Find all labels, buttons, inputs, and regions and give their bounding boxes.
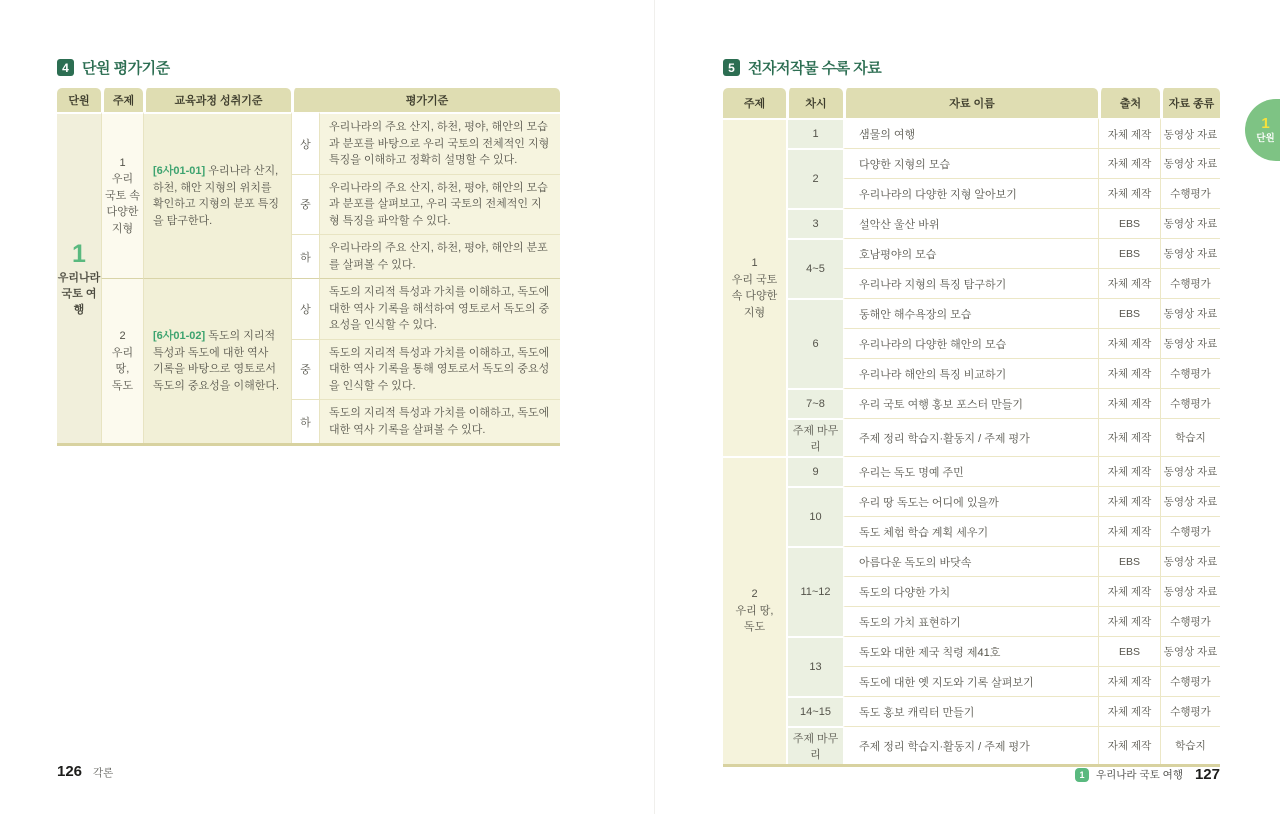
source-cell: 자체 제작 [1098, 388, 1160, 418]
column-header-topic: 주제 [101, 88, 143, 112]
standard-code: [6사01-02] [153, 330, 206, 342]
page-number: 126 [57, 763, 83, 780]
type-cell: 동영상 자료 [1160, 328, 1220, 358]
type-cell: 동영상 자료 [1160, 238, 1220, 268]
resource-name-cell: 독도에 대한 옛 지도와 기록 살펴보기 [843, 666, 1098, 696]
right-page-footer [1075, 766, 1220, 783]
resources-table [723, 88, 1220, 767]
footer-unit-label: 우리나라 국토 여행 [1095, 769, 1183, 781]
type-cell: 동영상 자료 [1160, 486, 1220, 516]
resource-name-cell: 주제 정리 학습지·활동지 / 주제 평가 [843, 418, 1098, 456]
unit-name: 우리나라 국토 여행 [57, 271, 101, 316]
session-cell: 2 [786, 148, 843, 208]
criteria-cell: 우리나라의 주요 산지, 하천, 평야, 해안의 분포를 살펴볼 수 있다. [319, 234, 560, 278]
type-cell: 수행평가 [1160, 358, 1220, 388]
topic-cell: 2 우리 땅, 독도 [101, 278, 143, 443]
session-cell: 14~15 [786, 696, 843, 726]
session-cell: 6 [786, 298, 843, 388]
level-cell: 상 [291, 112, 319, 174]
resource-name-cell: 독도와 대한 제국 칙령 제41호 [843, 636, 1098, 666]
level-cell: 하 [291, 399, 319, 443]
resource-name-cell: 주제 정리 학습지·활동지 / 주제 평가 [843, 726, 1098, 764]
unit-number-badge: 1 [1075, 768, 1089, 782]
section-number-badge: 5 [723, 59, 740, 76]
source-cell: EBS [1098, 636, 1160, 666]
source-cell: 자체 제작 [1098, 328, 1160, 358]
column-header-criteria: 평가기준 [291, 88, 560, 112]
evaluation-criteria-table [57, 88, 560, 446]
resource-name-cell: 호남평야의 모습 [843, 238, 1098, 268]
standard-code: [6사01-01] [153, 165, 206, 177]
criteria-cell: 독도의 지리적 특성과 가치를 이해하고, 독도에 대한 역사 기록을 해석하여 영토로서 독도의 중요성을 인식할 수 있다. [319, 278, 560, 339]
left-section-head [57, 57, 170, 78]
standard-cell: [6사01-02] 독도의 지리적 특성과 독도에 대한 역사 기록을 바탕으로 영토로서 독도의 중요성을 이해한다. [143, 278, 291, 443]
source-cell: 자체 제작 [1098, 486, 1160, 516]
session-cell: 3 [786, 208, 843, 238]
resource-name-cell: 우리나라 해안의 특징 비교하기 [843, 358, 1098, 388]
resource-name-cell: 독도의 다양한 가치 [843, 576, 1098, 606]
resource-name-cell: 독도의 가치 표현하기 [843, 606, 1098, 636]
source-cell: 자체 제작 [1098, 696, 1160, 726]
source-cell: EBS [1098, 208, 1160, 238]
type-cell: 동영상 자료 [1160, 148, 1220, 178]
column-header-source: 출처 [1098, 88, 1160, 118]
source-cell: 자체 제작 [1098, 178, 1160, 208]
column-header-topic: 주제 [723, 88, 786, 118]
criteria-cell: 우리나라의 주요 산지, 하천, 평야, 해안의 모습과 분포를 살펴보고, 우리 국토의 전체적인 지형 특징을 파악할 수 있다. [319, 174, 560, 235]
source-cell: EBS [1098, 298, 1160, 328]
type-cell: 동영상 자료 [1160, 298, 1220, 328]
level-cell: 중 [291, 174, 319, 235]
right-section-head [723, 57, 881, 78]
topic-cell: 2 우리 땅, 독도 [723, 456, 786, 764]
column-header-session: 차시 [786, 88, 843, 118]
unit-cell [57, 112, 101, 443]
session-cell: 4~5 [786, 238, 843, 298]
column-header-type: 자료 종류 [1160, 88, 1220, 118]
session-cell: 주제 마무리 [786, 418, 843, 456]
type-cell: 동영상 자료 [1160, 576, 1220, 606]
source-cell: EBS [1098, 546, 1160, 576]
type-cell: 수행평가 [1160, 178, 1220, 208]
resource-name-cell: 우리는 독도 명예 주민 [843, 456, 1098, 486]
type-cell: 학습지 [1160, 418, 1220, 456]
type-cell: 동영상 자료 [1160, 546, 1220, 576]
session-cell: 9 [786, 456, 843, 486]
resource-name-cell: 우리 국토 여행 홍보 포스터 만들기 [843, 388, 1098, 418]
source-cell: 자체 제작 [1098, 606, 1160, 636]
session-cell: 10 [786, 486, 843, 546]
topic-cell: 1 우리 국토 속 다양한 지형 [101, 112, 143, 278]
source-cell: EBS [1098, 238, 1160, 268]
source-cell: 자체 제작 [1098, 268, 1160, 298]
source-cell: 자체 제작 [1098, 456, 1160, 486]
criteria-cell: 독도의 지리적 특성과 가치를 이해하고, 독도에 대한 역사 기록을 통해 영토로서 독도의 중요성을 인식할 수 있다. [319, 339, 560, 400]
resource-name-cell: 우리나라의 다양한 해안의 모습 [843, 328, 1098, 358]
left-page-footer [57, 763, 113, 780]
criteria-cell: 우리나라의 주요 산지, 하천, 평야, 해안의 모습과 분포를 바탕으로 우리 국토의 전체적인 지형 특징을 이해하고 정확히 설명할 수 있다. [319, 112, 560, 174]
type-cell: 수행평가 [1160, 388, 1220, 418]
type-cell: 동영상 자료 [1160, 636, 1220, 666]
session-cell: 7~8 [786, 388, 843, 418]
resource-name-cell: 우리나라의 다양한 지형 알아보기 [843, 178, 1098, 208]
resource-name-cell: 샘물의 여행 [843, 118, 1098, 148]
type-cell: 수행평가 [1160, 696, 1220, 726]
source-cell: 자체 제작 [1098, 118, 1160, 148]
resource-name-cell: 아름다운 독도의 바닷속 [843, 546, 1098, 576]
topic-cell: 1 우리 국토 속 다양한 지형 [723, 118, 786, 456]
session-cell: 1 [786, 118, 843, 148]
footer-section-label: 각론 [93, 767, 114, 779]
level-cell: 중 [291, 339, 319, 400]
level-cell: 하 [291, 234, 319, 278]
unit-tab-number: 1 [1261, 115, 1270, 133]
source-cell: 자체 제작 [1098, 666, 1160, 696]
page-gutter-line [654, 0, 655, 814]
resource-name-cell: 우리나라 지형의 특징 탐구하기 [843, 268, 1098, 298]
column-header-standard: 교육과정 성취기준 [143, 88, 291, 112]
source-cell: 자체 제작 [1098, 148, 1160, 178]
unit-number: 1 [72, 239, 86, 268]
session-cell: 13 [786, 636, 843, 696]
resource-name-cell: 다양한 지형의 모습 [843, 148, 1098, 178]
resource-name-cell: 동해안 해수욕장의 모습 [843, 298, 1098, 328]
column-header-unit: 단원 [57, 88, 101, 112]
source-cell: 자체 제작 [1098, 726, 1160, 764]
source-cell: 자체 제작 [1098, 418, 1160, 456]
source-cell: 자체 제작 [1098, 576, 1160, 606]
resource-name-cell: 우리 땅 독도는 어디에 있을까 [843, 486, 1098, 516]
level-cell: 상 [291, 278, 319, 339]
type-cell: 동영상 자료 [1160, 118, 1220, 148]
standard-cell: [6사01-01] 우리나라 산지, 하천, 해안 지형의 위치를 확인하고 지형의 분포 특징을 탐구한다. [143, 112, 291, 278]
type-cell: 수행평가 [1160, 268, 1220, 298]
column-header-resource-name: 자료 이름 [843, 88, 1098, 118]
section-number-badge: 4 [57, 59, 74, 76]
unit-edge-tab [1245, 99, 1280, 161]
source-cell: 자체 제작 [1098, 516, 1160, 546]
section-title: 전자저작물 수록 자료 [748, 60, 882, 77]
section-title: 단원 평가기준 [82, 60, 170, 77]
criteria-cell: 독도의 지리적 특성과 가치를 이해하고, 독도에 대한 역사 기록을 살펴볼 수 있다. [319, 399, 560, 443]
unit-tab-label: 단원 [1256, 132, 1275, 144]
type-cell: 동영상 자료 [1160, 208, 1220, 238]
type-cell: 수행평가 [1160, 666, 1220, 696]
type-cell: 학습지 [1160, 726, 1220, 764]
type-cell: 수행평가 [1160, 606, 1220, 636]
resource-name-cell: 독도 체험 학습 계획 세우기 [843, 516, 1098, 546]
resource-name-cell: 설악산 울산 바위 [843, 208, 1098, 238]
page-number: 127 [1194, 766, 1220, 783]
session-cell: 주제 마무리 [786, 726, 843, 764]
type-cell: 동영상 자료 [1160, 456, 1220, 486]
resource-name-cell: 독도 홍보 캐릭터 만들기 [843, 696, 1098, 726]
source-cell: 자체 제작 [1098, 358, 1160, 388]
session-cell: 11~12 [786, 546, 843, 636]
type-cell: 수행평가 [1160, 516, 1220, 546]
